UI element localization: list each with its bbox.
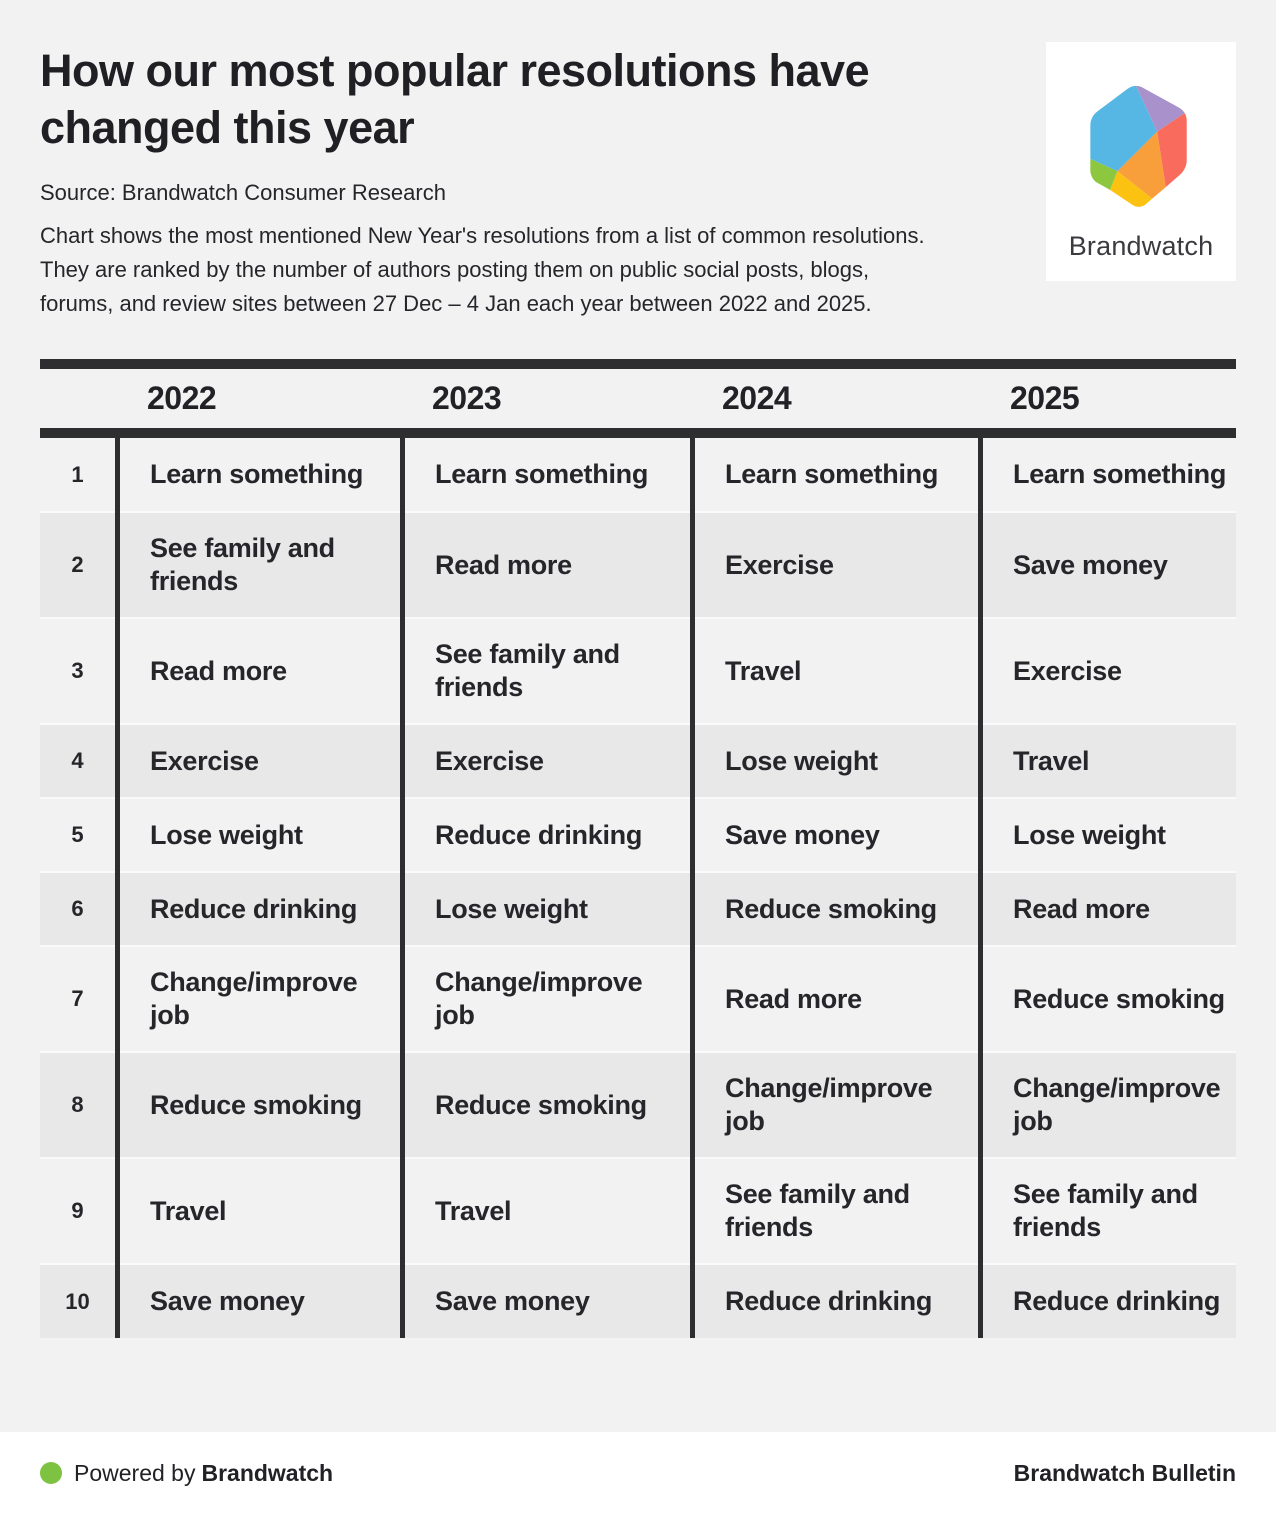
rank-label: 7 (40, 946, 115, 1052)
resolution-cell: Change/improve job (978, 1052, 1236, 1158)
resolution-cell: Save money (400, 1264, 690, 1338)
resolution-cell: Reduce drinking (690, 1264, 978, 1338)
powered-by-block (40, 1460, 333, 1487)
table-row (40, 798, 1236, 872)
resolutions-table (40, 359, 1236, 1338)
rank-label: 6 (40, 872, 115, 946)
rank-label: 10 (40, 1264, 115, 1338)
resolution-cell: See family and friends (690, 1158, 978, 1264)
brandwatch-dot-icon (40, 1462, 62, 1484)
column-header-2023: 2023 (432, 380, 502, 416)
resolution-cell: Save money (115, 1264, 400, 1338)
resolution-cell: See family and friends (115, 512, 400, 618)
table-row (40, 438, 1236, 512)
footer (0, 1432, 1276, 1514)
resolution-cell: Exercise (978, 618, 1236, 724)
table-row (40, 1052, 1236, 1158)
resolution-cell: Read more (978, 872, 1236, 946)
table-row (40, 1264, 1236, 1338)
column-header-2024: 2024 (722, 380, 792, 416)
resolution-cell: See family and friends (978, 1158, 1236, 1264)
resolution-cell: Lose weight (400, 872, 690, 946)
resolution-cell: Change/improve job (690, 1052, 978, 1158)
resolution-cell: Learn something (1013, 459, 1227, 489)
resolution-cell: Change/improve job (400, 946, 690, 1052)
resolution-cell: Lose weight (690, 724, 978, 798)
table-row (40, 946, 1236, 1052)
resolution-cell: Travel (400, 1158, 690, 1264)
powered-by-text: Powered by (74, 1459, 196, 1486)
resolution-cell: Travel (115, 1158, 400, 1264)
resolution-cell: Reduce smoking (690, 872, 978, 946)
column-divider (690, 438, 695, 1338)
column-divider (400, 438, 405, 1338)
resolution-cell: Lose weight (115, 798, 400, 872)
resolution-cell: Reduce drinking (400, 798, 690, 872)
powered-by-brand: Brandwatch (201, 1459, 334, 1486)
resolution-cell: Exercise (400, 724, 690, 798)
resolution-cell: Learn something (150, 459, 364, 489)
rank-table (40, 438, 1236, 1338)
brandwatch-logo-card (1046, 42, 1236, 281)
resolution-cell: Learn something (725, 459, 939, 489)
resolution-cell: Learn something (435, 459, 649, 489)
source-text: Source: Brandwatch Consumer Research (40, 180, 446, 205)
table-header-rule (40, 428, 1236, 438)
rank-label: 5 (40, 798, 115, 872)
resolution-cell: Lose weight (978, 798, 1236, 872)
table-row (40, 872, 1236, 946)
resolution-cell: Exercise (115, 724, 400, 798)
page-title: How our most popular resolutions have changed this year (40, 45, 870, 153)
resolution-cell: Exercise (690, 512, 978, 618)
column-divider (978, 438, 983, 1338)
rank-label: 9 (40, 1158, 115, 1264)
resolution-cell: See family and friends (400, 618, 690, 724)
brandwatch-wordmark: Brandwatch (1068, 231, 1214, 261)
column-header-2025: 2025 (1010, 380, 1080, 416)
rank-label: 2 (40, 512, 115, 618)
brandwatch-logo-icon (1079, 82, 1203, 211)
rank-label: 3 (40, 618, 115, 724)
table-row (40, 1158, 1236, 1264)
resolution-cell: Save money (978, 512, 1236, 618)
table-top-rule (40, 359, 1236, 369)
column-header-2022: 2022 (147, 380, 217, 416)
resolution-cell: Reduce smoking (978, 946, 1236, 1052)
resolution-cell: Reduce smoking (400, 1052, 690, 1158)
table-row (40, 618, 1236, 724)
resolution-cell: Read more (400, 512, 690, 618)
year-header-row (40, 369, 1236, 428)
column-divider (115, 438, 120, 1338)
table-row (40, 724, 1236, 798)
resolution-cell: Reduce drinking (978, 1264, 1236, 1338)
resolution-cell: Read more (115, 618, 400, 724)
resolution-cell: Reduce smoking (115, 1052, 400, 1158)
resolution-cell: Reduce drinking (115, 872, 400, 946)
table-row (40, 512, 1236, 618)
resolution-cell: Save money (690, 798, 978, 872)
resolution-cell: Travel (690, 618, 978, 724)
rank-label: 4 (40, 724, 115, 798)
description-text: Chart shows the most mentioned New Year's resolutions from a list of common resolutions. They are ranked by the number of authors posting them on public social posts, blogs, forums, and review sites between 27 Dec – 4 Jan each year between 2022 and 2025. (40, 223, 925, 316)
resolution-cell: Change/improve job (115, 946, 400, 1052)
bulletin-text: Brandwatch Bulletin (1013, 1459, 1236, 1486)
resolution-cell: Travel (978, 724, 1236, 798)
resolution-cell: Read more (690, 946, 978, 1052)
infographic-root (0, 42, 1276, 1486)
rank-label: 8 (40, 1052, 115, 1158)
rank-label: 1 (71, 461, 84, 487)
